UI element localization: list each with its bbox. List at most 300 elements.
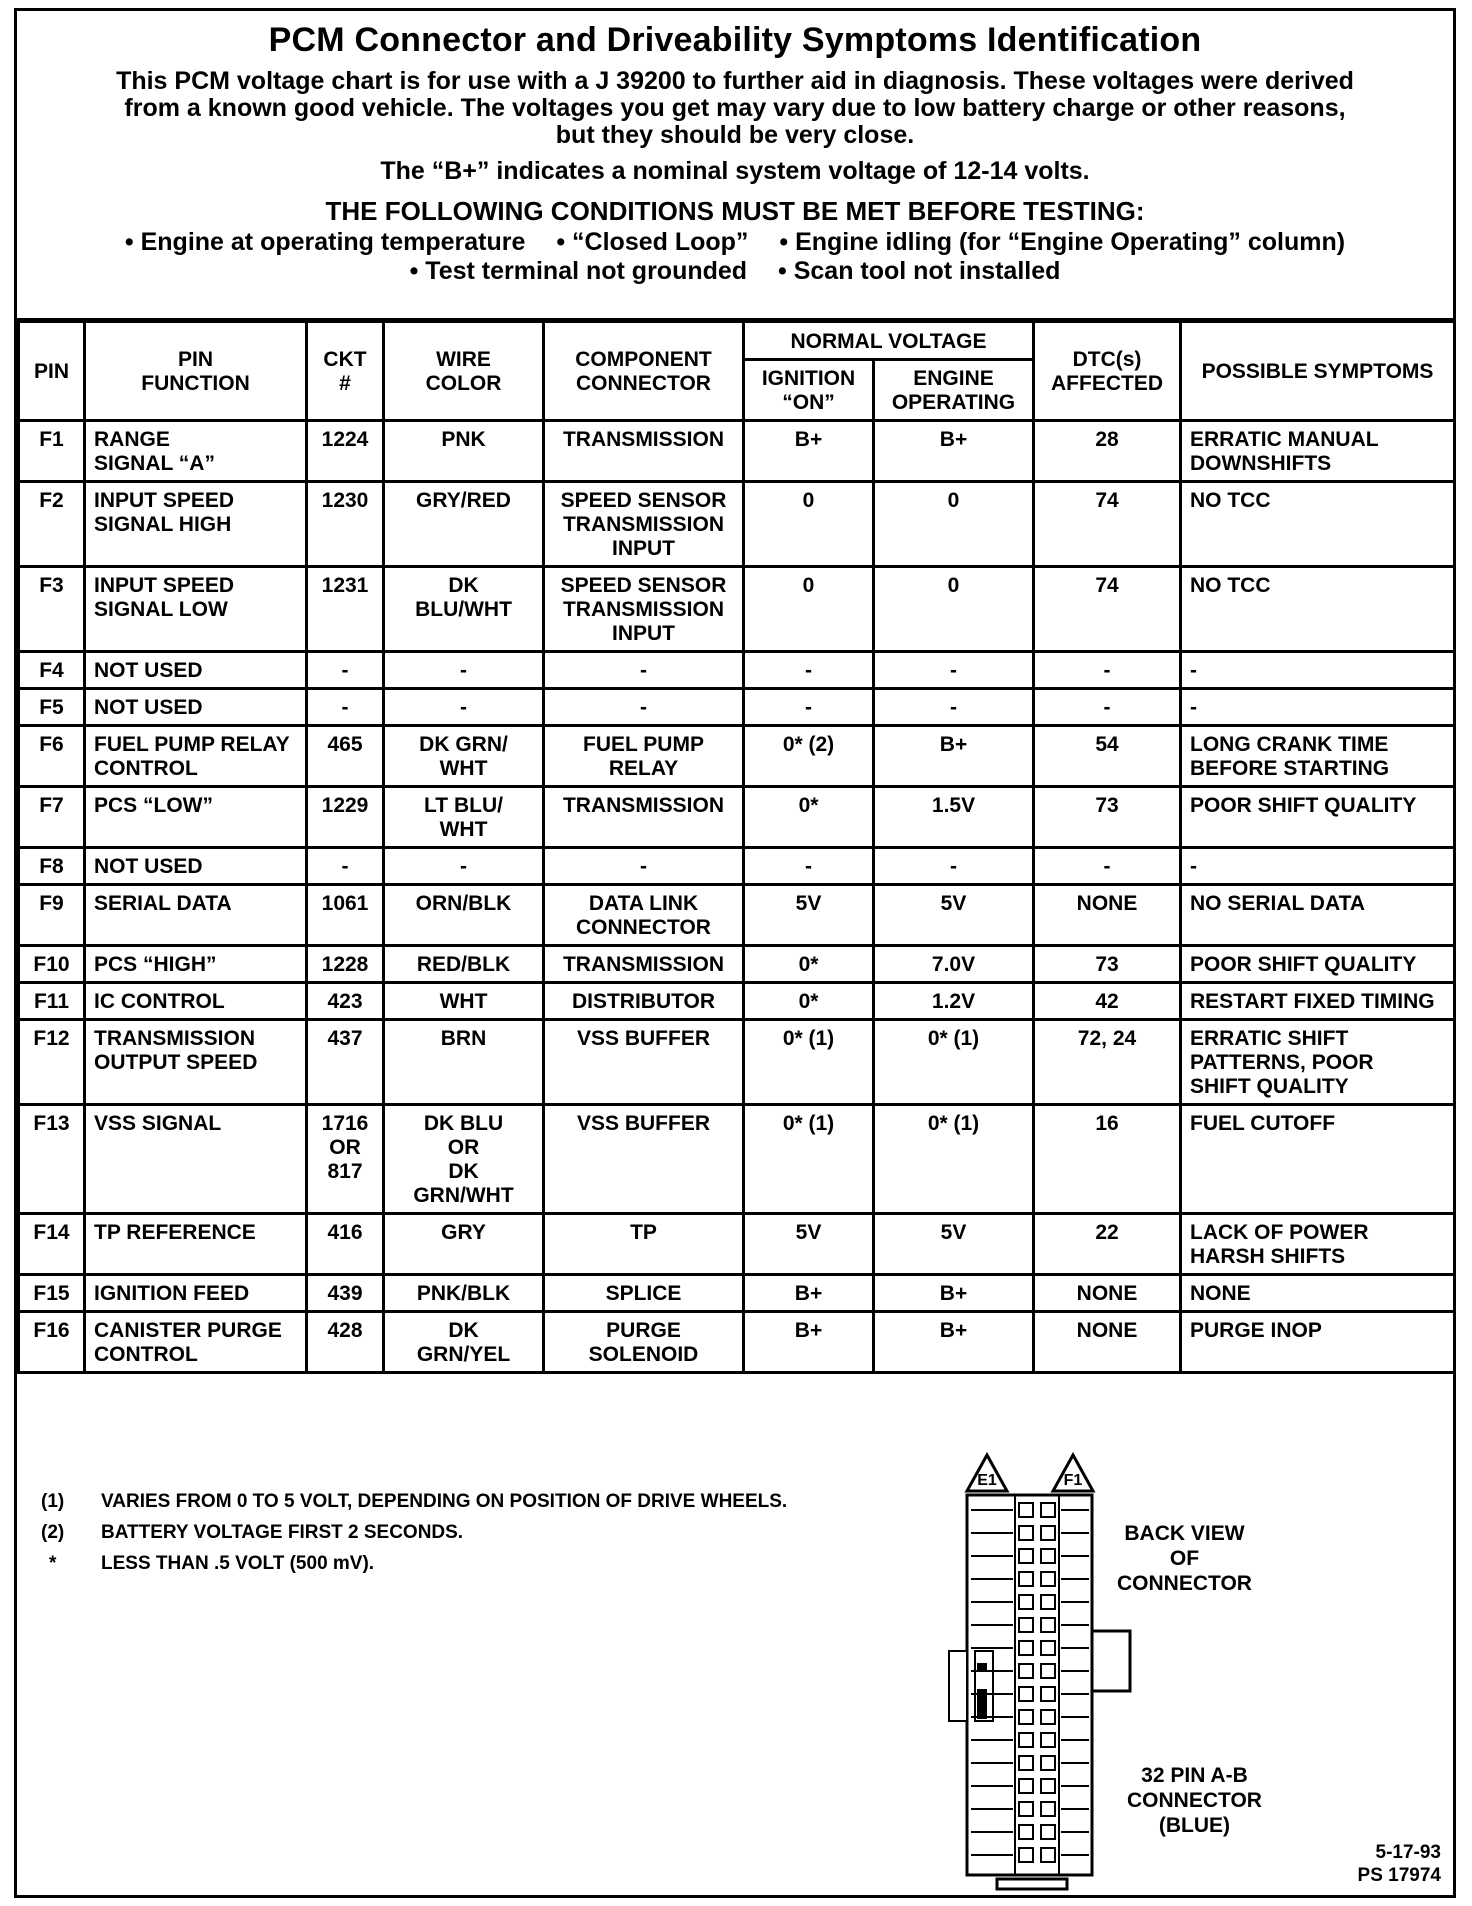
ckt-cell-line: - xyxy=(341,855,349,878)
ckt-cell-line: 1229 xyxy=(321,794,369,817)
intro-line-2: from a known good vehicle. The voltages you get may vary due to low battery charge or other reasons, xyxy=(124,94,1346,122)
dtc-cell: 74 xyxy=(1034,482,1181,567)
footnote-text: BATTERY VOLTAGE FIRST 2 SECONDS. xyxy=(101,1522,464,1543)
wire-color-cell-line: BRN xyxy=(440,1027,487,1050)
col-dtc xyxy=(1034,322,1181,421)
table-row xyxy=(19,1105,1455,1214)
pin-cavity xyxy=(1019,1733,1033,1747)
pin-cavity xyxy=(1041,1779,1055,1793)
wire-color-cell xyxy=(384,1312,544,1373)
col-engine-operating xyxy=(874,360,1034,421)
pin-cavity xyxy=(1019,1595,1033,1609)
col-dtc-l2: AFFECTED xyxy=(1051,372,1163,395)
pin-function-cell-line: NOT USED xyxy=(94,696,203,719)
wire-color-cell xyxy=(384,1275,544,1312)
wire-color-cell-line: DK xyxy=(448,574,479,597)
dtc-cell: - xyxy=(1034,689,1181,726)
wire-color-cell-line: GRY/RED xyxy=(416,489,511,512)
wire-color-cell-line: OR xyxy=(447,1136,480,1159)
ckt-cell xyxy=(307,983,384,1020)
pin-label-l3: (BLUE) xyxy=(1158,1814,1231,1837)
intro-line-3: but they should be very close. xyxy=(555,121,915,149)
ckt-cell-line: 1716 xyxy=(321,1112,369,1135)
pin-function-cell xyxy=(85,482,307,567)
pin-cavity xyxy=(1041,1687,1055,1701)
wire-color-cell-line: GRN/WHT xyxy=(413,1184,514,1207)
pin-cavity xyxy=(1041,1756,1055,1770)
symptoms-cell xyxy=(1181,652,1455,689)
pin-function-cell xyxy=(85,983,307,1020)
ckt-cell-line: 817 xyxy=(327,1160,363,1183)
ignition-voltage-cell: 5V xyxy=(744,1214,874,1275)
pin-label-l2: CONNECTOR xyxy=(1127,1789,1262,1812)
condition-item: • Engine at operating temperature xyxy=(124,228,526,256)
symptoms-cell xyxy=(1181,567,1455,652)
pin-function-cell-line: INPUT SPEED xyxy=(94,574,235,597)
footnote-mark: (2) xyxy=(41,1522,65,1543)
pin-function-cell-line: PCS “LOW” xyxy=(94,794,213,817)
engine-voltage-cell: - xyxy=(874,689,1034,726)
col-component-l2: CONNECTOR xyxy=(576,372,711,395)
pin-cell: F12 xyxy=(19,1020,85,1105)
wire-color-cell-line: WHT xyxy=(439,818,488,841)
ckt-cell-line: 439 xyxy=(327,1282,363,1305)
wire-color-cell xyxy=(384,421,544,482)
condition-item: • “Closed Loop” xyxy=(556,228,749,256)
symptoms-cell xyxy=(1181,421,1455,482)
ignition-voltage-cell: - xyxy=(744,689,874,726)
pin-function-cell xyxy=(85,848,307,885)
dtc-cell: NONE xyxy=(1034,885,1181,946)
col-component-l1: COMPONENT xyxy=(575,348,712,371)
ignition-voltage-cell: B+ xyxy=(744,421,874,482)
pin-function-cell-line: VSS SIGNAL xyxy=(94,1112,222,1135)
pin-cavity xyxy=(1019,1779,1033,1793)
symptoms-cell-line: NO TCC xyxy=(1190,489,1271,512)
component-cell-line: INPUT xyxy=(612,622,675,645)
ckt-cell xyxy=(307,946,384,983)
pin-cell: F11 xyxy=(19,983,85,1020)
ignition-voltage-cell: 0* (1) xyxy=(744,1020,874,1105)
pin-cavity xyxy=(1019,1664,1033,1678)
symptoms-cell xyxy=(1181,1105,1455,1214)
ckt-cell xyxy=(307,1275,384,1312)
pin-cavity xyxy=(1041,1664,1055,1678)
ignition-voltage-cell: 0* (2) xyxy=(744,726,874,787)
component-cell-line: - xyxy=(640,696,647,719)
component-cell-line: PURGE xyxy=(606,1319,681,1342)
ckt-cell xyxy=(307,421,384,482)
pin-cavity xyxy=(1041,1549,1055,1563)
pin-cell: F1 xyxy=(19,421,85,482)
component-cell-line: RELAY xyxy=(608,757,679,780)
footnote xyxy=(41,1517,787,1548)
pin-cell: F9 xyxy=(19,885,85,946)
pin-cavity xyxy=(1019,1710,1033,1724)
component-cell xyxy=(544,482,744,567)
footnotes xyxy=(41,1486,787,1579)
table-row xyxy=(19,482,1455,567)
wire-color-cell-line: ORN/BLK xyxy=(415,892,512,915)
pin-function-cell xyxy=(85,787,307,848)
conditions-line-2 xyxy=(17,258,1453,285)
pin-cavity xyxy=(1041,1802,1055,1816)
symptoms-cell-line: LACK OF POWER xyxy=(1190,1221,1369,1244)
pin-cavity xyxy=(1041,1503,1055,1517)
ckt-cell-line: - xyxy=(341,696,349,719)
ckt-cell-line: 465 xyxy=(327,733,363,756)
pin-cavity xyxy=(1019,1802,1033,1816)
table-row xyxy=(19,1020,1455,1105)
wire-color-cell xyxy=(384,567,544,652)
ckt-cell xyxy=(307,726,384,787)
pin-cavity xyxy=(1041,1710,1055,1724)
symptoms-cell xyxy=(1181,1020,1455,1105)
ignition-voltage-cell: 0* xyxy=(744,983,874,1020)
back-view-l1: BACK VIEW xyxy=(1124,1522,1245,1545)
engine-voltage-cell: 0* (1) xyxy=(874,1105,1034,1214)
engine-voltage-cell: - xyxy=(874,652,1034,689)
component-cell-line: - xyxy=(640,855,647,878)
pin-function-cell xyxy=(85,726,307,787)
component-cell-line: TRANSMISSION xyxy=(562,428,724,451)
connector-latch xyxy=(1092,1631,1130,1691)
pin-function-cell-line: PCS “HIGH” xyxy=(94,953,217,976)
pin-cavity xyxy=(1019,1572,1033,1586)
ignition-voltage-cell: B+ xyxy=(744,1275,874,1312)
table-header-row xyxy=(19,322,1455,360)
ignition-voltage-cell: - xyxy=(744,848,874,885)
col-wire-color xyxy=(384,322,544,421)
conditions-title: THE FOLLOWING CONDITIONS MUST BE MET BEFORE TESTING: xyxy=(325,196,1145,226)
pin-cell: F13 xyxy=(19,1105,85,1214)
component-cell xyxy=(544,1275,744,1312)
dtc-cell: 28 xyxy=(1034,421,1181,482)
marker-e1-label: E1 xyxy=(977,1472,997,1489)
wire-color-cell-line: DK xyxy=(448,1319,479,1342)
component-cell xyxy=(544,726,744,787)
ckt-cell xyxy=(307,787,384,848)
ckt-cell-line: 1228 xyxy=(321,953,369,976)
component-cell xyxy=(544,567,744,652)
component-cell xyxy=(544,848,744,885)
pin-cavity xyxy=(1041,1618,1055,1632)
pin-function-cell-line: FUEL PUMP RELAY xyxy=(94,733,290,756)
pin-function-cell-line: NOT USED xyxy=(94,659,203,682)
dtc-cell: - xyxy=(1034,848,1181,885)
pin-function-cell xyxy=(85,421,307,482)
pin-function-cell-line: IC CONTROL xyxy=(94,990,225,1013)
pin-function-cell xyxy=(85,1105,307,1214)
pin-cell: F3 xyxy=(19,567,85,652)
pin-function-cell-line: SIGNAL HIGH xyxy=(94,513,232,536)
symptoms-cell-line: LONG CRANK TIME xyxy=(1190,733,1389,756)
engine-voltage-cell: B+ xyxy=(874,726,1034,787)
pin-function-cell-line: CANISTER PURGE xyxy=(94,1319,282,1342)
table-row xyxy=(19,885,1455,946)
ckt-cell xyxy=(307,1312,384,1373)
pin-cavity xyxy=(1041,1526,1055,1540)
component-cell xyxy=(544,1312,744,1373)
pin-cavity xyxy=(1041,1595,1055,1609)
pin-cavity xyxy=(1019,1503,1033,1517)
component-cell-line: TRANSMISSION xyxy=(562,513,724,536)
pin-function-cell xyxy=(85,1020,307,1105)
conditions-line-1 xyxy=(17,229,1453,256)
wire-color-cell xyxy=(384,726,544,787)
condition-item: • Test terminal not grounded xyxy=(409,257,748,285)
table-row xyxy=(19,946,1455,983)
symptoms-cell xyxy=(1181,787,1455,848)
pin-cavity xyxy=(1019,1549,1033,1563)
symptoms-cell xyxy=(1181,983,1455,1020)
pin-cavity xyxy=(1019,1687,1033,1701)
pin-function-cell-line: SIGNAL LOW xyxy=(94,598,228,621)
intro-line-1: This PCM voltage chart is for use with a J 39200 to further aid in diagnosis. These voltages were derived xyxy=(116,67,1354,95)
ckt-cell-line: 1231 xyxy=(321,574,369,597)
symptoms-cell-line: NO TCC xyxy=(1190,574,1271,597)
wire-color-cell xyxy=(384,1214,544,1275)
symptoms-cell-line: POOR SHIFT QUALITY xyxy=(1190,953,1417,976)
pin-cell: F5 xyxy=(19,689,85,726)
ckt-cell xyxy=(307,482,384,567)
dtc-cell: 73 xyxy=(1034,946,1181,983)
component-cell-line: TRANSMISSION xyxy=(562,598,724,621)
wire-color-cell xyxy=(384,848,544,885)
table-row xyxy=(19,652,1455,689)
component-cell xyxy=(544,787,744,848)
voltage-table xyxy=(17,320,1456,1374)
ckt-cell xyxy=(307,567,384,652)
stamp-code: PS 17974 xyxy=(1357,1865,1441,1886)
pin-cavity xyxy=(1041,1572,1055,1586)
condition-item: • Scan tool not installed xyxy=(778,257,1061,285)
symptoms-cell-line: NONE xyxy=(1190,1282,1251,1305)
ignition-voltage-cell: 0 xyxy=(744,482,874,567)
back-view-l2: OF xyxy=(1169,1547,1200,1570)
wire-color-cell xyxy=(384,1020,544,1105)
pin-cell: F10 xyxy=(19,946,85,983)
col-component xyxy=(544,322,744,421)
component-cell-line: INPUT xyxy=(612,537,675,560)
symptoms-cell xyxy=(1181,946,1455,983)
col-ignition-l2: “ON” xyxy=(782,391,835,414)
wire-color-cell-line: RED/BLK xyxy=(416,953,511,976)
symptoms-cell xyxy=(1181,848,1455,885)
ignition-voltage-cell: 5V xyxy=(744,885,874,946)
ckt-cell-line: 423 xyxy=(327,990,363,1013)
col-normal-voltage: NORMAL VOLTAGE xyxy=(744,322,1034,360)
engine-voltage-cell: - xyxy=(874,848,1034,885)
engine-voltage-cell: 0 xyxy=(874,567,1034,652)
table-row xyxy=(19,983,1455,1020)
ckt-cell xyxy=(307,1020,384,1105)
table-row xyxy=(19,567,1455,652)
ckt-cell-line: 416 xyxy=(327,1221,363,1244)
engine-voltage-cell: B+ xyxy=(874,1312,1034,1373)
wire-color-cell xyxy=(384,482,544,567)
symptoms-cell-line: POOR SHIFT QUALITY xyxy=(1190,794,1417,817)
engine-voltage-cell: 7.0V xyxy=(874,946,1034,983)
pin-function-cell-line: OUTPUT SPEED xyxy=(94,1051,258,1074)
ckt-cell-line: OR xyxy=(329,1136,361,1159)
dtc-cell: NONE xyxy=(1034,1312,1181,1373)
pin-cell: F4 xyxy=(19,652,85,689)
component-cell-line: SPEED SENSOR xyxy=(560,489,727,512)
engine-voltage-cell: 5V xyxy=(874,885,1034,946)
ckt-cell xyxy=(307,848,384,885)
symptoms-cell-line: DOWNSHIFTS xyxy=(1190,452,1332,475)
component-cell xyxy=(544,946,744,983)
col-ignition-on xyxy=(744,360,874,421)
wire-color-cell-line: PNK/BLK xyxy=(416,1282,511,1305)
table-row xyxy=(19,787,1455,848)
wire-color-cell-line: DK GRN/ xyxy=(419,733,508,756)
engine-voltage-cell: B+ xyxy=(874,1275,1034,1312)
ckt-cell-line: 1224 xyxy=(321,428,369,451)
ckt-cell-line: 428 xyxy=(327,1319,363,1342)
wire-color-cell-line: GRY xyxy=(441,1221,486,1244)
component-cell xyxy=(544,652,744,689)
wire-color-cell xyxy=(384,885,544,946)
footnote xyxy=(41,1548,787,1579)
connector-side-tab xyxy=(949,1651,967,1721)
symptoms-cell-line: - xyxy=(1190,855,1197,878)
dtc-cell: 54 xyxy=(1034,726,1181,787)
dtc-cell: 22 xyxy=(1034,1214,1181,1275)
dtc-cell: - xyxy=(1034,652,1181,689)
pin-cavity xyxy=(1041,1825,1055,1839)
header-section xyxy=(17,11,1453,321)
engine-voltage-cell: 0* (1) xyxy=(874,1020,1034,1105)
symptoms-cell xyxy=(1181,689,1455,726)
engine-voltage-cell: 5V xyxy=(874,1214,1034,1275)
component-cell-line: DISTRIBUTOR xyxy=(571,990,716,1013)
col-engine-l2: OPERATING xyxy=(891,391,1016,414)
component-cell xyxy=(544,421,744,482)
intro-text xyxy=(41,68,1429,149)
component-cell-line: - xyxy=(640,659,647,682)
col-ckt-l1: CKT xyxy=(323,348,367,371)
document-stamp xyxy=(1358,1841,1441,1887)
component-cell-line: TP xyxy=(630,1221,657,1244)
ckt-cell-line: 1230 xyxy=(321,489,369,512)
component-cell-line: VSS BUFFER xyxy=(576,1027,710,1050)
wire-color-cell-line: BLU/WHT xyxy=(415,598,512,621)
wire-color-cell-line: LT BLU/ xyxy=(424,794,503,817)
wire-color-cell-line: - xyxy=(460,659,467,682)
pin-cavity xyxy=(1019,1825,1033,1839)
pin-connector-label xyxy=(1127,1763,1262,1838)
dtc-cell: 16 xyxy=(1034,1105,1181,1214)
ignition-voltage-cell: 0* xyxy=(744,946,874,983)
pin-cavity xyxy=(1041,1733,1055,1747)
component-cell xyxy=(544,983,744,1020)
symptoms-cell-line: SHIFT QUALITY xyxy=(1190,1075,1349,1098)
pin-cavity xyxy=(1019,1641,1033,1655)
pin-cavity xyxy=(1041,1641,1055,1655)
symptoms-cell xyxy=(1181,1312,1455,1373)
pin-cell: F14 xyxy=(19,1214,85,1275)
symptoms-cell-line: PURGE INOP xyxy=(1190,1319,1322,1342)
bplus-note: The “B+” indicates a nominal system voltage of 12-14 volts. xyxy=(380,157,1090,185)
pin-cell: F7 xyxy=(19,787,85,848)
ckt-cell-line: - xyxy=(341,659,349,682)
stamp-date: 5-17-93 xyxy=(1375,1842,1441,1863)
pin-function-cell xyxy=(85,689,307,726)
pin-function-cell-line: SIGNAL “A” xyxy=(94,452,215,475)
footnote-text: LESS THAN .5 VOLT (500 mV). xyxy=(101,1553,375,1574)
symptoms-cell-line: - xyxy=(1190,696,1197,719)
dtc-cell: 73 xyxy=(1034,787,1181,848)
ckt-cell xyxy=(307,885,384,946)
wire-color-cell-line: GRN/YEL xyxy=(416,1343,511,1366)
symptoms-cell-line: RESTART FIXED TIMING xyxy=(1190,990,1435,1013)
col-ckt-l2: # xyxy=(339,372,351,395)
col-dtc-l1: DTC(s) xyxy=(1072,348,1142,371)
symptoms-cell xyxy=(1181,482,1455,567)
condition-item: • Engine idling (for “Engine Operating” column) xyxy=(779,228,1346,256)
pin-label-l1: 32 PIN A-B xyxy=(1141,1764,1248,1787)
ignition-voltage-cell: 0 xyxy=(744,567,874,652)
ckt-cell xyxy=(307,689,384,726)
dtc-cell: 42 xyxy=(1034,983,1181,1020)
component-cell-line: SPEED SENSOR xyxy=(560,574,727,597)
document-page xyxy=(14,8,1456,1898)
pin-function-cell xyxy=(85,1275,307,1312)
ignition-voltage-cell: B+ xyxy=(744,1312,874,1373)
wire-color-cell xyxy=(384,652,544,689)
col-engine-l1: ENGINE xyxy=(913,367,994,390)
table-row xyxy=(19,421,1455,482)
wire-color-cell-line: PNK xyxy=(441,428,486,451)
wire-color-cell xyxy=(384,689,544,726)
symptoms-cell-line: BEFORE STARTING xyxy=(1190,757,1390,780)
connector-key xyxy=(977,1663,987,1671)
component-cell xyxy=(544,1020,744,1105)
pin-cavity xyxy=(1019,1526,1033,1540)
component-cell xyxy=(544,689,744,726)
table-row xyxy=(19,1214,1455,1275)
col-pin-function-l2: FUNCTION xyxy=(141,372,250,395)
symptoms-cell-line: NO SERIAL DATA xyxy=(1190,892,1366,915)
ckt-cell xyxy=(307,1214,384,1275)
ignition-voltage-cell: 0* xyxy=(744,787,874,848)
ckt-cell xyxy=(307,652,384,689)
engine-voltage-cell: 1.2V xyxy=(874,983,1034,1020)
table-row xyxy=(19,848,1455,885)
dtc-cell: 72, 24 xyxy=(1034,1020,1181,1105)
ckt-cell-line: 437 xyxy=(327,1027,363,1050)
pin-cell: F16 xyxy=(19,1312,85,1373)
pin-function-cell xyxy=(85,1214,307,1275)
pin-cell: F6 xyxy=(19,726,85,787)
pin-function-cell-line: CONTROL xyxy=(94,1343,198,1366)
footnote-text: VARIES FROM 0 TO 5 VOLT, DEPENDING ON POSITION OF DRIVE WHEELS. xyxy=(101,1491,788,1512)
symptoms-cell-line: PATTERNS, POOR xyxy=(1190,1051,1374,1074)
col-ignition-l1: IGNITION xyxy=(761,367,856,390)
component-cell-line: DATA LINK xyxy=(588,892,699,915)
symptoms-cell-line: ERRATIC MANUAL xyxy=(1190,428,1379,451)
marker-f1-label: F1 xyxy=(1063,1472,1083,1489)
pin-cell: F15 xyxy=(19,1275,85,1312)
table-row xyxy=(19,726,1455,787)
pin-function-cell xyxy=(85,567,307,652)
pin-function-cell-line: IGNITION FEED xyxy=(94,1282,250,1305)
component-cell-line: TRANSMISSION xyxy=(562,953,724,976)
component-cell-line: TRANSMISSION xyxy=(562,794,724,817)
pin-function-cell-line: TP REFERENCE xyxy=(94,1221,256,1244)
